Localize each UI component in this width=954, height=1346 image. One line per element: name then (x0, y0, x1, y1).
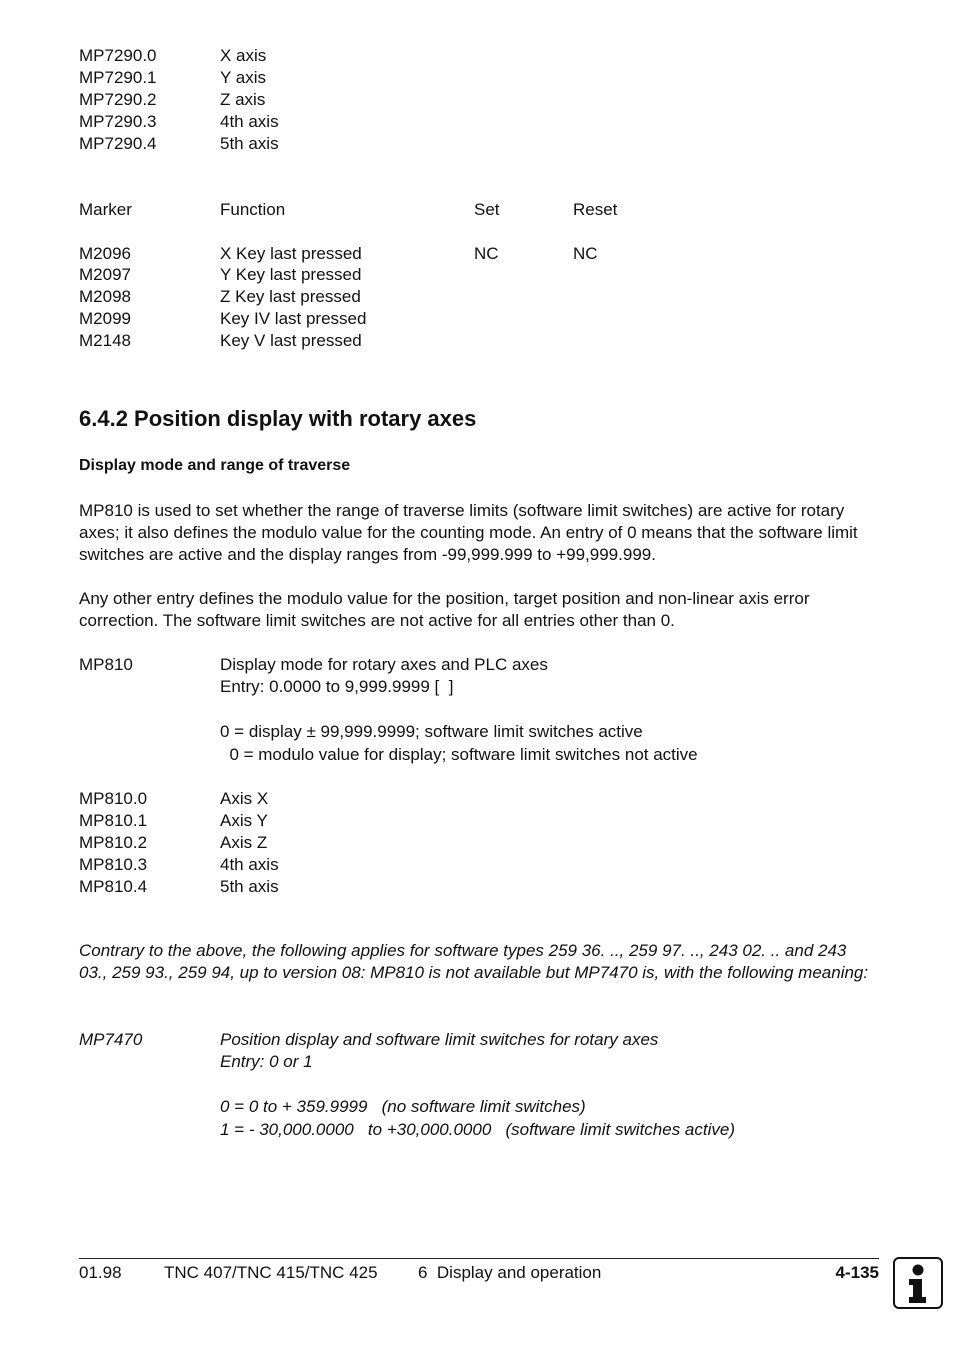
table-cell: M2096 (79, 244, 131, 263)
table-header-marker: Marker (79, 200, 132, 219)
page-number: 4-135 (835, 1263, 879, 1282)
paragraph: Any other entry defines the modulo value for the position, target position and non-linear axis error correction. The software limit switches are not active for all entries other than 0. (79, 589, 810, 630)
info-icon (893, 1257, 943, 1309)
footer-date: 01.98 (79, 1263, 122, 1282)
section-subtitle: Display mode and range of traverse (79, 457, 351, 474)
param-entry: Entry: 0 or 1 (220, 1052, 313, 1071)
param-desc: Axis X (220, 789, 269, 808)
table-cell: NC (573, 244, 598, 263)
footer-product: TNC 407/TNC 415/TNC 425 (164, 1263, 378, 1282)
footer-divider (79, 1258, 879, 1259)
section-title: 6.4.2 Position display with rotary axes (79, 406, 477, 431)
param-value-0: 0 = 0 to + 359.9999 (no software limit switches) (220, 1097, 586, 1116)
param-desc: Y axis (220, 68, 266, 87)
table-header-function: Function (220, 200, 286, 219)
param-desc: Axis Z (220, 833, 268, 852)
table-cell: M2097 (79, 265, 131, 284)
param-desc: Z axis (220, 90, 266, 109)
table-cell: M2148 (79, 331, 131, 350)
param-desc: 5th axis (220, 877, 279, 896)
param-name: MP810.4 (79, 877, 148, 896)
param-desc: 4th axis (220, 112, 279, 131)
param-name: MP810 (79, 655, 133, 674)
param-value-0: 0 = display ± 99,999.9999; software limit switches active (220, 722, 643, 741)
param-desc: Position display and software limit switches for rotary axes (220, 1030, 659, 1049)
paragraph: MP810 is used to set whether the range of traverse limits (software limit switches) are active for rotary axes; it also defines the modulo value for the counting mode. An entry of 0 means that the software limit switches are active and the display ranges from -99,999.999 to +99,999.999. (79, 501, 858, 564)
param-entry: Entry: 0.0000 to 9,999.9999 [ ] (220, 677, 454, 696)
param-name: MP810.1 (79, 811, 148, 830)
note-paragraph: Contrary to the above, the following applies for software types 259 36. .., 259 97. .., 243 02. .. and 243 03., 259 93., 259 94, up to version 08: MP810 is not available but MP7470 is, with the following meaning: (79, 941, 869, 982)
table-header-reset: Reset (573, 200, 618, 219)
param-name: MP7470 (79, 1030, 143, 1049)
table-cell: Y Key last pressed (220, 265, 362, 284)
param-desc: Axis Y (220, 811, 268, 830)
param-desc: X axis (220, 46, 267, 65)
param-name: MP7290.0 (79, 46, 157, 65)
footer-chapter: 6 Display and operation (418, 1263, 602, 1282)
param-desc: Display mode for rotary axes and PLC axes (220, 655, 548, 674)
param-name: MP7290.2 (79, 90, 157, 109)
table-cell: NC (474, 244, 499, 263)
param-value-other: 0 = modulo value for display; software limit switches not active (220, 745, 698, 764)
table-cell: M2099 (79, 309, 131, 328)
param-value-1: 1 = - 30,000.0000 to +30,000.0000 (software limit switches active) (220, 1120, 736, 1139)
param-name: MP810.2 (79, 833, 148, 852)
param-desc: 5th axis (220, 134, 279, 153)
param-name: MP7290.1 (79, 68, 157, 87)
table-cell: Key V last pressed (220, 331, 362, 350)
info-icon-glyph (895, 1259, 941, 1307)
table-cell: X Key last pressed (220, 244, 362, 263)
param-name: MP7290.4 (79, 134, 157, 153)
table-cell: M2098 (79, 287, 131, 306)
table-cell: Key IV last pressed (220, 309, 367, 328)
param-name: MP810.3 (79, 855, 148, 874)
table-cell: Z Key last pressed (220, 287, 361, 306)
table-header-set: Set (474, 200, 500, 219)
param-name: MP7290.3 (79, 112, 157, 131)
param-name: MP810.0 (79, 789, 148, 808)
param-desc: 4th axis (220, 855, 279, 874)
